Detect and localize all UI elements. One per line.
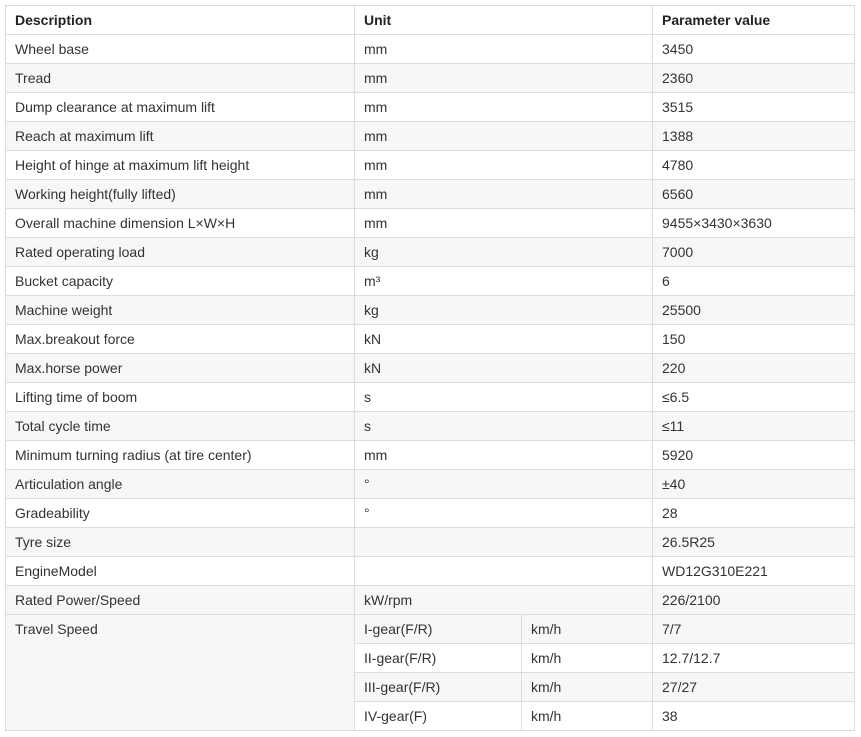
table-row: [6, 180, 855, 209]
table-row: [6, 412, 855, 441]
description-cell: Rated Power/Speed: [6, 586, 355, 615]
gear-value-cell: 12.7/12.7: [653, 644, 855, 673]
table-row: [6, 586, 855, 615]
unit-cell: kW/rpm: [355, 586, 653, 615]
table-row: [6, 441, 855, 470]
unit-cell: kg: [355, 238, 653, 267]
table-row: [6, 209, 855, 238]
unit-cell: mm: [355, 151, 653, 180]
description-cell: Bucket capacity: [6, 267, 355, 296]
value-cell: WD12G310E221: [653, 557, 855, 586]
value-cell: 26.5R25: [653, 528, 855, 557]
description-cell: Total cycle time: [6, 412, 355, 441]
description-cell: Dump clearance at maximum lift: [6, 93, 355, 122]
description-cell: Max.horse power: [6, 354, 355, 383]
unit-cell: s: [355, 412, 653, 441]
value-cell: 7000: [653, 238, 855, 267]
table-row: [6, 354, 855, 383]
unit-cell: mm: [355, 122, 653, 151]
gear-unit-cell: km/h: [522, 615, 653, 644]
gear-value-cell: 7/7: [653, 615, 855, 644]
gear-value-cell: 27/27: [653, 673, 855, 702]
table-row: [6, 151, 855, 180]
spec-table-container: [5, 5, 855, 731]
description-cell: Reach at maximum lift: [6, 122, 355, 151]
description-cell: Tyre size: [6, 528, 355, 557]
table-row: [6, 35, 855, 64]
description-cell: Machine weight: [6, 296, 355, 325]
travel-speed-label: Travel Speed: [6, 615, 355, 731]
table-body: [6, 35, 855, 731]
value-cell: 5920: [653, 441, 855, 470]
value-cell: ±40: [653, 470, 855, 499]
value-cell: 25500: [653, 296, 855, 325]
table-row: [6, 383, 855, 412]
table-row: [6, 93, 855, 122]
unit-cell: [355, 557, 653, 586]
value-cell: 6: [653, 267, 855, 296]
unit-cell: °: [355, 470, 653, 499]
table-row: [6, 325, 855, 354]
gear-value-cell: 38: [653, 702, 855, 731]
table-row: [6, 470, 855, 499]
value-cell: 226/2100: [653, 586, 855, 615]
gear-cell: II-gear(F/R): [355, 644, 522, 673]
unit-cell: mm: [355, 64, 653, 93]
value-cell: 6560: [653, 180, 855, 209]
gear-cell: IV-gear(F): [355, 702, 522, 731]
table-row: [6, 528, 855, 557]
unit-cell: kN: [355, 325, 653, 354]
header-parameter-value: Parameter value: [653, 6, 855, 35]
description-cell: Max.breakout force: [6, 325, 355, 354]
gear-unit-cell: km/h: [522, 702, 653, 731]
value-cell: 1388: [653, 122, 855, 151]
table-row-travel-speed: [6, 615, 855, 644]
unit-cell: s: [355, 383, 653, 412]
header-description: Description: [6, 6, 355, 35]
value-cell: ≤11: [653, 412, 855, 441]
value-cell: 3450: [653, 35, 855, 64]
header-row: [6, 6, 855, 35]
table-row: [6, 557, 855, 586]
unit-cell: °: [355, 499, 653, 528]
description-cell: Gradeability: [6, 499, 355, 528]
unit-cell: mm: [355, 93, 653, 122]
unit-cell: [355, 528, 653, 557]
description-cell: Tread: [6, 64, 355, 93]
table-row: [6, 238, 855, 267]
gear-cell: III-gear(F/R): [355, 673, 522, 702]
description-cell: Working height(fully lifted): [6, 180, 355, 209]
value-cell: 28: [653, 499, 855, 528]
table-row: [6, 296, 855, 325]
description-cell: EngineModel: [6, 557, 355, 586]
value-cell: 220: [653, 354, 855, 383]
spec-table: [5, 5, 855, 731]
value-cell: 3515: [653, 93, 855, 122]
table-row: [6, 64, 855, 93]
unit-cell: kN: [355, 354, 653, 383]
description-cell: Minimum turning radius (at tire center): [6, 441, 355, 470]
description-cell: Lifting time of boom: [6, 383, 355, 412]
value-cell: 2360: [653, 64, 855, 93]
description-cell: Rated operating load: [6, 238, 355, 267]
unit-cell: mm: [355, 441, 653, 470]
gear-unit-cell: km/h: [522, 644, 653, 673]
value-cell: ≤6.5: [653, 383, 855, 412]
description-cell: Overall machine dimension L×W×H: [6, 209, 355, 238]
description-cell: Articulation angle: [6, 470, 355, 499]
header-unit: Unit: [355, 6, 653, 35]
value-cell: 4780: [653, 151, 855, 180]
unit-cell: m³: [355, 267, 653, 296]
unit-cell: mm: [355, 180, 653, 209]
table-row: [6, 122, 855, 151]
table-row: [6, 267, 855, 296]
description-cell: Height of hinge at maximum lift height: [6, 151, 355, 180]
table-row: [6, 499, 855, 528]
value-cell: 150: [653, 325, 855, 354]
value-cell: 9455×3430×3630: [653, 209, 855, 238]
unit-cell: mm: [355, 35, 653, 64]
description-cell: Wheel base: [6, 35, 355, 64]
unit-cell: mm: [355, 209, 653, 238]
gear-unit-cell: km/h: [522, 673, 653, 702]
unit-cell: kg: [355, 296, 653, 325]
gear-cell: I-gear(F/R): [355, 615, 522, 644]
